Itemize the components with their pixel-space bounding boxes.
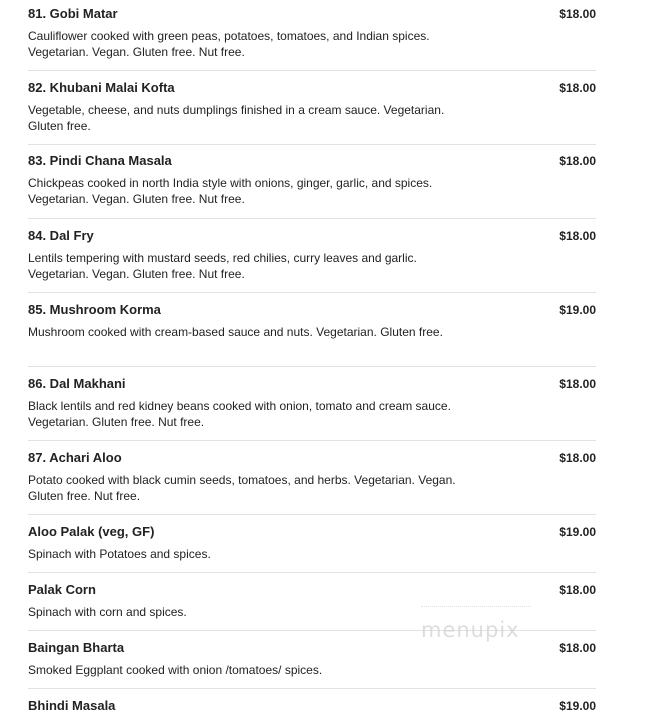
- item-price: $18.00: [559, 229, 596, 243]
- menu-item: [28, 71, 596, 145]
- item-name: 82. Khubani Malai Kofta: [28, 80, 175, 95]
- item-price: $18.00: [559, 81, 596, 95]
- item-description: Spinach with corn and spices.: [28, 605, 187, 619]
- item-name: Palak Corn: [28, 582, 96, 597]
- menu-item: [28, 293, 596, 367]
- item-price: $18.00: [559, 7, 596, 21]
- menu-item: [28, 441, 596, 515]
- menu-item: [28, 515, 596, 573]
- item-name: 81. Gobi Matar: [28, 6, 118, 21]
- item-description: Vegetable, cheese, and nuts dumplings finished in a cream sauce. Vegetarian. Gluten free.: [28, 103, 445, 133]
- item-description: Smoked Eggplant cooked with onion /tomatoes/ spices.: [28, 663, 323, 677]
- item-price: $19.00: [559, 303, 596, 317]
- item-description: Black lentils and red kidney beans cooked with onion, tomato and cream sauce. Vegetarian. Gluten free. Nut free.: [28, 399, 451, 429]
- menu-item: [28, 367, 596, 441]
- item-name: 84. Dal Fry: [28, 228, 94, 243]
- item-description: Cauliflower cooked with green peas, potatoes, tomatoes, and Indian spices. Vegetarian. Vegan. Gluten free. Nut free.: [28, 29, 430, 59]
- menu-item: [28, 0, 596, 71]
- item-name: Baingan Bharta: [28, 640, 125, 655]
- item-description: Chickpeas cooked in north India style with onions, ginger, garlic, and spices. Vegetarian. Vegan. Gluten free. Nut free.: [28, 176, 433, 206]
- item-price: $18.00: [559, 583, 596, 597]
- item-price: $18.00: [559, 377, 596, 391]
- watermark-decoration: [421, 606, 531, 613]
- item-name: Aloo Palak (veg, GF): [28, 524, 155, 539]
- item-description: Lentils tempering with mustard seeds, red chilies, curry leaves and garlic. Vegetarian. Vegan. Gluten free. Nut free.: [28, 251, 417, 281]
- menupix-watermark: menupix: [421, 618, 520, 642]
- item-price: $19.00: [559, 699, 596, 713]
- item-name: 86. Dal Makhani: [28, 376, 126, 391]
- item-description: Mushroom cooked with cream-based sauce and nuts. Vegetarian. Gluten free.: [28, 325, 443, 339]
- item-description: Spinach with Potatoes and spices.: [28, 547, 211, 561]
- menu-item: [28, 145, 596, 219]
- menu-item: [28, 219, 596, 293]
- item-price: $19.00: [559, 525, 596, 539]
- item-price: $18.00: [559, 451, 596, 465]
- item-price: $18.00: [559, 154, 596, 168]
- item-description: Potato cooked with black cumin seeds, tomatoes, and herbs. Vegetarian. Vegan. Gluten free. Nut free.: [28, 473, 456, 503]
- item-name: 83. Pindi Chana Masala: [28, 153, 172, 168]
- item-name: Bhindi Masala: [28, 698, 116, 713]
- item-price: $18.00: [559, 641, 596, 655]
- menu-item: [28, 689, 596, 721]
- item-name: 87. Achari Aloo: [28, 450, 122, 465]
- item-name: 85. Mushroom Korma: [28, 302, 161, 317]
